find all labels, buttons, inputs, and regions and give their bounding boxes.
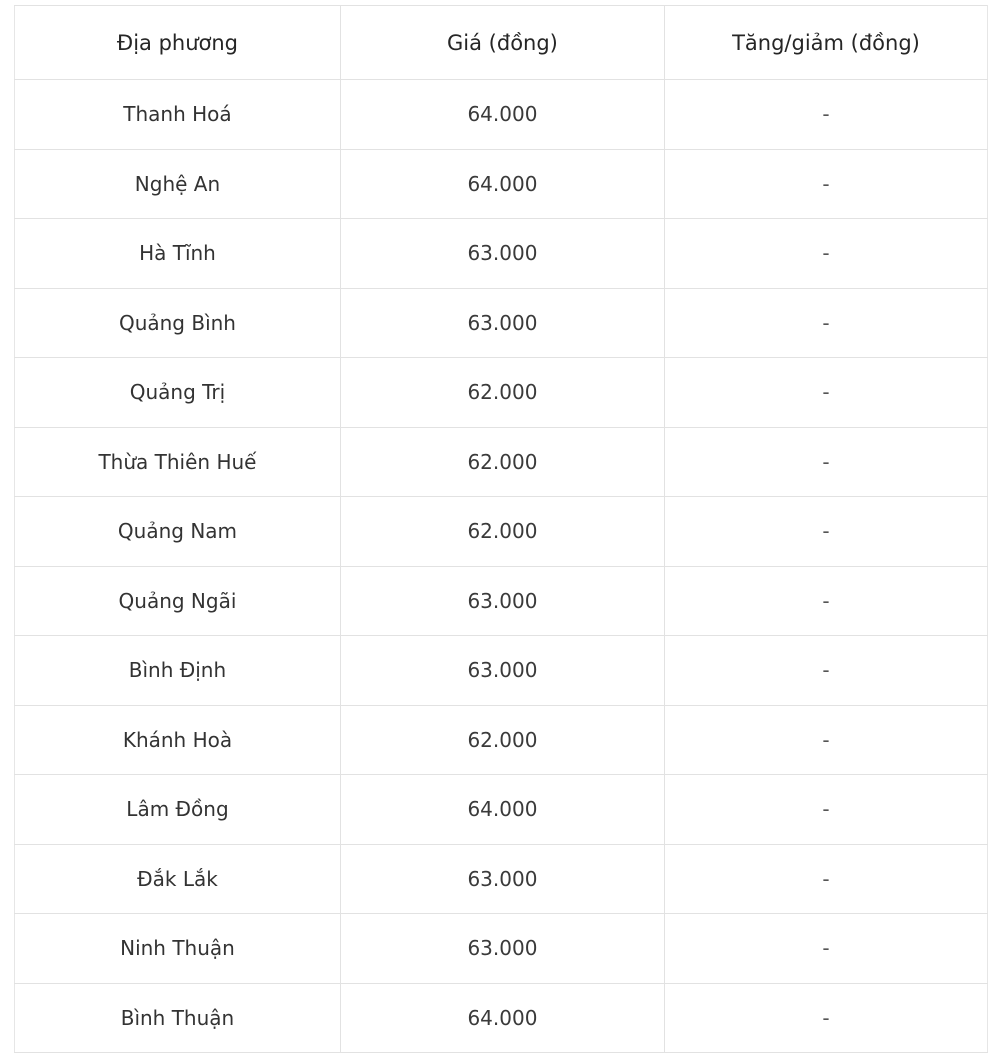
cell-change: -: [664, 149, 987, 219]
cell-change: -: [664, 983, 987, 1053]
cell-locality: Quảng Bình: [15, 288, 341, 358]
cell-locality: Nghệ An: [15, 149, 341, 219]
table-header: [15, 6, 988, 80]
cell-change: -: [664, 705, 987, 775]
cell-price: 62.000: [340, 358, 664, 428]
cell-price: 63.000: [340, 636, 664, 706]
cell-change: -: [664, 636, 987, 706]
table-row: [15, 914, 988, 984]
cell-change: -: [664, 358, 987, 428]
cell-locality: Bình Thuận: [15, 983, 341, 1053]
cell-locality: Quảng Ngãi: [15, 566, 341, 636]
cell-locality: Quảng Trị: [15, 358, 341, 428]
cell-change: -: [664, 566, 987, 636]
cell-change: -: [664, 914, 987, 984]
column-header-locality: Địa phương: [15, 6, 341, 80]
cell-change: -: [664, 427, 987, 497]
cell-price: 64.000: [340, 775, 664, 845]
cell-price: 64.000: [340, 983, 664, 1053]
table-row: [15, 358, 988, 428]
table-row: [15, 427, 988, 497]
cell-locality: Khánh Hoà: [15, 705, 341, 775]
cell-price: 64.000: [340, 149, 664, 219]
table-row: [15, 636, 988, 706]
cell-price: 63.000: [340, 844, 664, 914]
table-row: [15, 705, 988, 775]
regional-price-table: [14, 5, 988, 1053]
column-header-change: Tăng/giảm (đồng): [664, 6, 987, 80]
cell-price: 63.000: [340, 566, 664, 636]
cell-change: -: [664, 80, 987, 150]
cell-locality: Thanh Hoá: [15, 80, 341, 150]
column-header-price: Giá (đồng): [340, 6, 664, 80]
cell-price: 62.000: [340, 705, 664, 775]
table-row: [15, 288, 988, 358]
cell-change: -: [664, 219, 987, 289]
cell-change: -: [664, 497, 987, 567]
cell-locality: Bình Định: [15, 636, 341, 706]
table-header-row: [15, 6, 988, 80]
table-row: [15, 497, 988, 567]
cell-price: 62.000: [340, 427, 664, 497]
cell-change: -: [664, 775, 987, 845]
cell-locality: Quảng Nam: [15, 497, 341, 567]
table-row: [15, 80, 988, 150]
cell-price: 63.000: [340, 288, 664, 358]
table-row: [15, 775, 988, 845]
cell-price: 62.000: [340, 497, 664, 567]
cell-change: -: [664, 844, 987, 914]
table-row: [15, 566, 988, 636]
table-row: [15, 219, 988, 289]
table-body: [15, 80, 988, 1053]
cell-locality: Hà Tĩnh: [15, 219, 341, 289]
cell-price: 63.000: [340, 219, 664, 289]
cell-locality: Ninh Thuận: [15, 914, 341, 984]
table-row: [15, 983, 988, 1053]
cell-change: -: [664, 288, 987, 358]
cell-locality: Thừa Thiên Huế: [15, 427, 341, 497]
table-row: [15, 149, 988, 219]
table-row: [15, 844, 988, 914]
cell-locality: Đắk Lắk: [15, 844, 341, 914]
cell-price: 63.000: [340, 914, 664, 984]
cell-locality: Lâm Đồng: [15, 775, 341, 845]
cell-price: 64.000: [340, 80, 664, 150]
